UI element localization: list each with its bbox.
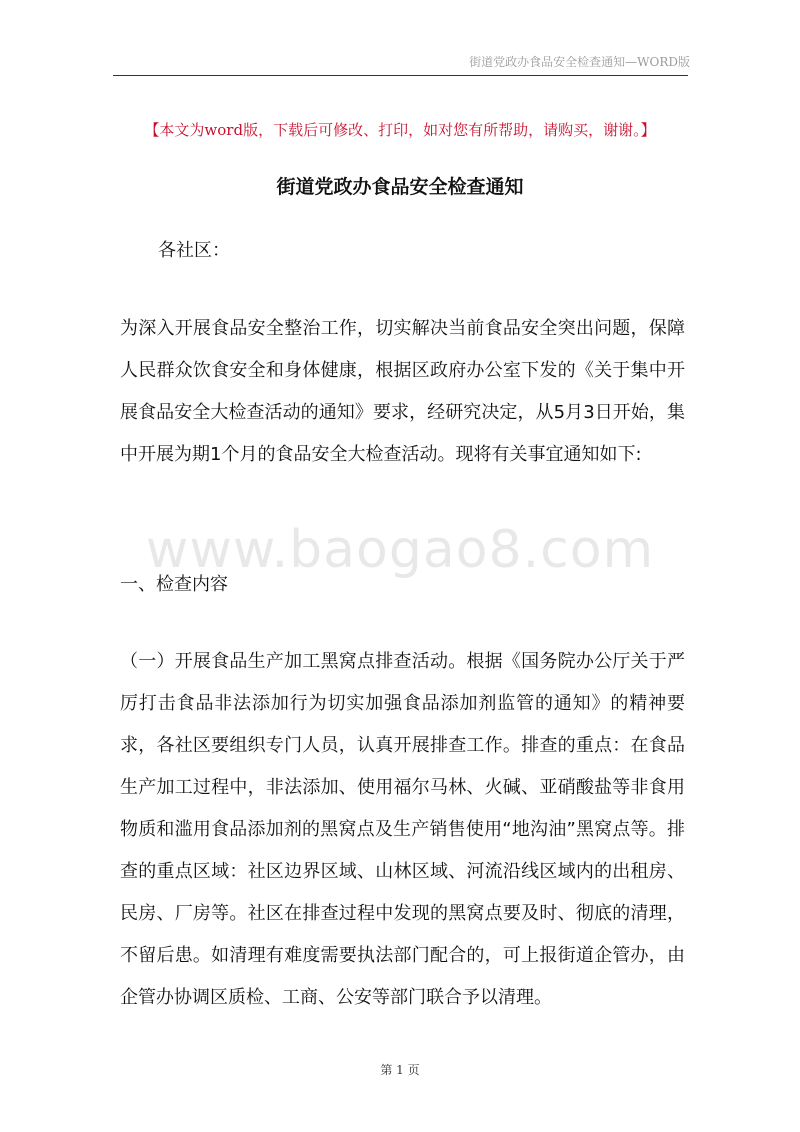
intro-paragraph: 为深入开展食品安全整治工作，切实解决当前食品安全突出问题，保障人民群众饮食安全和身体健康，根据区政府办公室下发的《关于集中开展食品安全大检查活动的通知》要求，经研究决定，从5月3日开始，集中开展为期1个月的食品安全大检查活动。现将有关事宜通知如下: — [120, 318, 685, 465]
salutation: 各社区： — [158, 240, 230, 261]
page-number: 第 1 页 — [380, 1063, 420, 1077]
document-title: 街道党政办食品安全检查通知 — [276, 176, 524, 198]
header-rule — [113, 75, 688, 76]
running-header-title: 街道党政办食品安全检查通知—WORD版 — [469, 55, 690, 69]
section-paragraph: （一）开展食品生产加工黑窝点排查活动。根据《国务院办公厅关于严厉打击食品非法添加行为切实加强食品添加剂监管的通知》的精神要求，各社区要组织专门人员，认真开展排查工作。排查的重点：在食品生产加工过程中，非法添加、使用福尔马林、火碱、亚硝酸盐等非食用物质和滥用食品添加剂的黑窝点及生产销售使用“地沟油”黑窝点等。排查的重点区域：社区边界区域、山林区域、河流沿线区域内的出租房、民房、厂房等。社区在排查过程中发现的黑窝点要及时、彻底的清理，不留后患。如清理有难度需要执法部门配合的，可上报街道企管办，由企管办协调区质检、工商、公安等部门联合予以清理。 — [120, 651, 685, 1008]
watermark: www.baogao8.com — [145, 520, 655, 580]
section-heading: 一、检查内容 — [120, 574, 228, 595]
download-notice: 【本文为word版，下载后可修改、打印，如对您有所帮助，请购买，谢谢。】 — [144, 121, 656, 139]
